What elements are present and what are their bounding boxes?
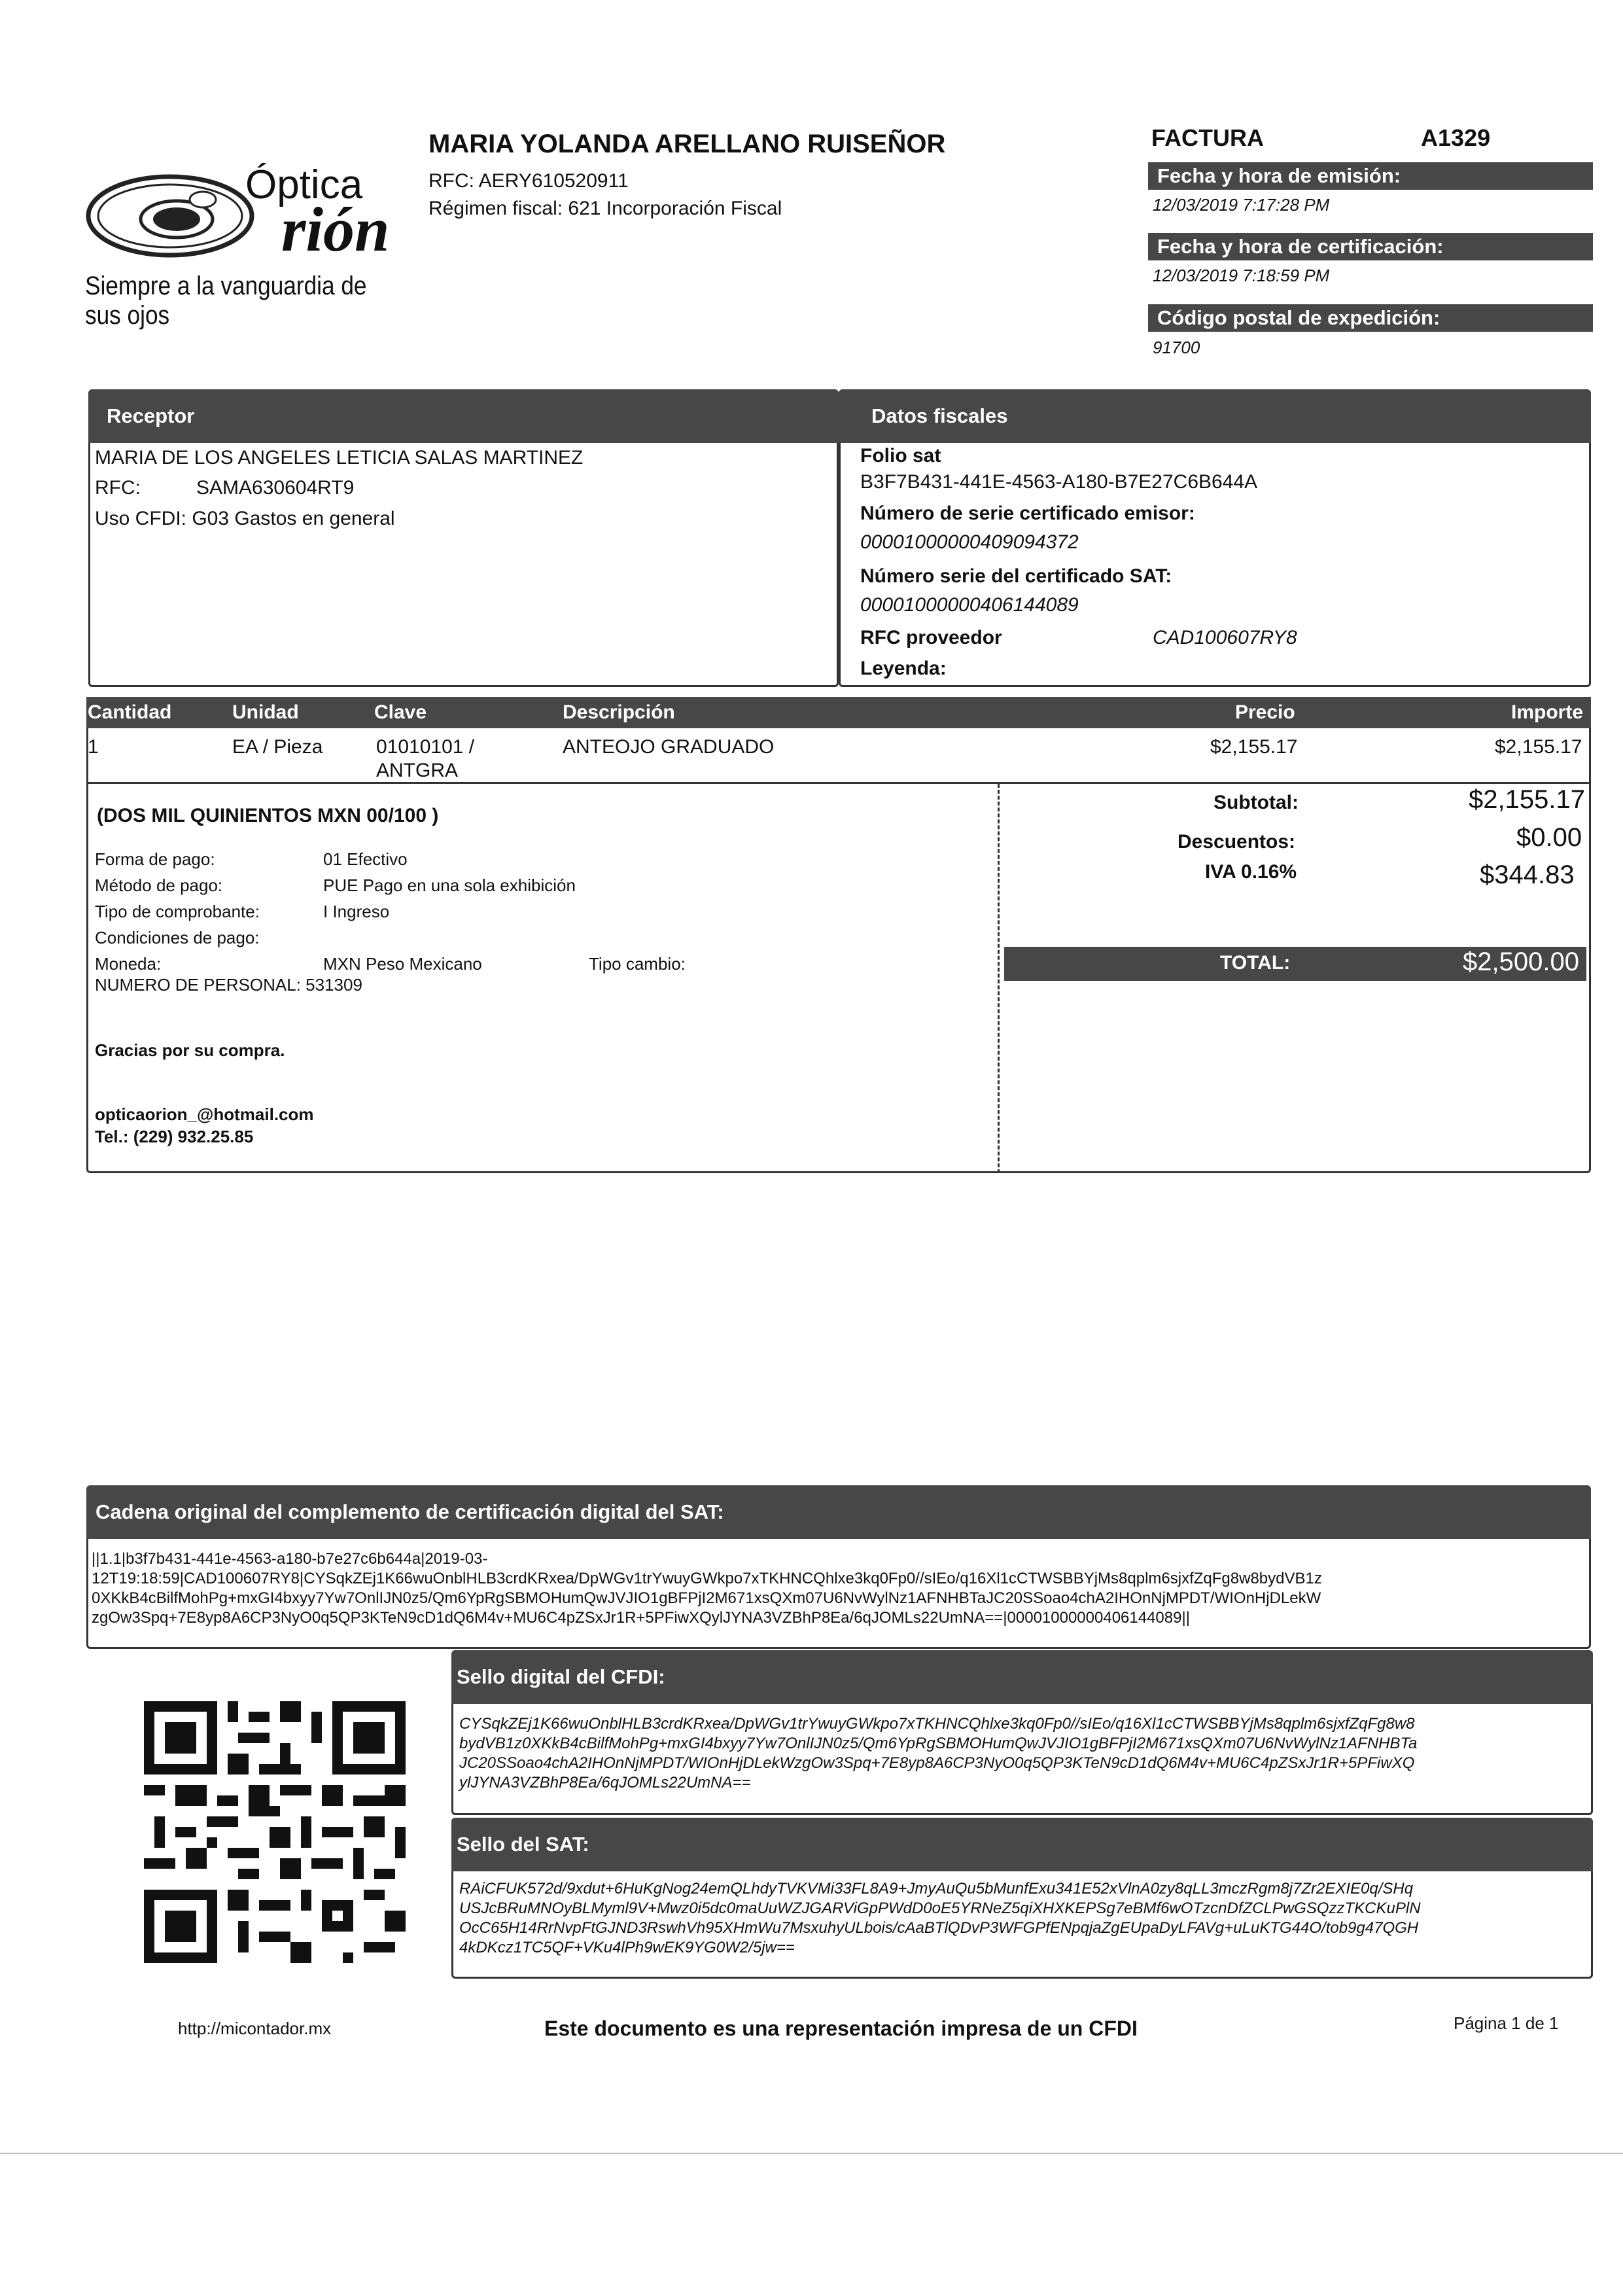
page-divider (0, 2153, 1623, 2154)
issuer-regimen: Régimen fiscal: 621 Incorporación Fiscal (428, 198, 782, 219)
total-value: $2,500.00 (1463, 947, 1579, 976)
brand-main: rión (281, 194, 390, 264)
metodo-pago-label: Método de pago: (95, 875, 223, 895)
col-cantidad: Cantidad (88, 701, 172, 723)
col-clave: Clave (374, 701, 427, 723)
sello-sat-line: OcC65H14RrNvpFtGJND3RswhVh95XHmWu7MsxuhyULbois/cAaBTlQDvP3WFGPfENpqjaZgEUpaDyLFAVg+uLuKTG44O/tob9g47QGH (459, 1919, 1419, 1937)
thanks-text: Gracias por su compra. (95, 1040, 285, 1060)
emission-value: 12/03/2019 7:17:28 PM (1153, 195, 1330, 215)
sello-sat-line: 4kDKcz1TC5QF+VKu4lPh9wEK9YG0W2/5jw== (459, 1939, 795, 1956)
tipo-comprobante-label: Tipo de comprobante: (95, 902, 260, 921)
descuentos-label: Descuentos: (1178, 831, 1296, 853)
cp-label: Código postal de expedición: (1148, 304, 1593, 332)
footer-url[interactable]: http://micontador.mx (178, 2019, 332, 2038)
rfc-proveedor-value: CAD100607RY8 (1153, 627, 1297, 648)
issuer-name: MARIA YOLANDA ARELLANO RUISEÑOR (428, 130, 946, 158)
folio-label: Folio sat (860, 445, 941, 467)
col-importe: Importe (1511, 701, 1584, 723)
sello-sat-line: USJcBRuMNOyBLMyml9V+Mwz0i5dc0maUuWZJGARViGpPWdD0oE5YRNeZ5qiXHXKEPSg7eBMf6wOTzcnDfZCLPwGSQzzTKCKuPlN (459, 1899, 1421, 1917)
sello-cfdi-line: ylJYNA3VZBhP8Ea/6qJOMLs22UmNA== (459, 1774, 751, 1792)
table-row-clave: 01010101 / (376, 736, 475, 758)
footer-legend: Este documento es una representación impresa de un CFDI (544, 2017, 1138, 2040)
forma-pago-label: Forma de pago: (95, 849, 215, 869)
issuer-rfc: RFC: AERY610520911 (428, 170, 629, 192)
numero-personal: NUMERO DE PERSONAL: 531309 (95, 975, 362, 995)
emission-label: Fecha y hora de emisión: (1148, 162, 1593, 190)
cadena-line: ||1.1|b3f7b431-441e-4563-a180-b7e27c6b644a|2019-03- (92, 1550, 488, 1568)
cadena-header: Cadena original del complemento de certificación digital del SAT: (86, 1485, 1591, 1539)
iva-value: $344.83 (1480, 860, 1575, 889)
summary-divider (998, 784, 1000, 1173)
cert-value: 12/03/2019 7:18:59 PM (1153, 266, 1330, 285)
receptor-rfc-label: RFC: (95, 477, 141, 499)
condiciones-label: Condiciones de pago: (95, 928, 260, 947)
fiscal-header: Datos fiscales (839, 389, 1591, 443)
table-row-precio: $2,155.17 (1210, 736, 1298, 758)
logo-tagline: Siempre a la vanguardia de sus ojos (85, 272, 367, 330)
tipo-comprobante-value: I Ingreso (323, 902, 390, 921)
cadena-line: 12T19:18:59|CAD100607RY8|CYSqkZEj1K66wuOnblHLB3crdKRxea/DpWGv1trYwuyGWkpo7xTKHNCQhlxe3kq0Fp0//sIEo/q16Xl1cCTWSBBYjMs8qplm6sjxfZqFg8w8bydVB1z (92, 1570, 1322, 1587)
cadena-text (92, 1549, 1583, 1628)
metodo-pago-value: PUE Pago en una sola exhibición (323, 875, 576, 895)
qr-code-icon (144, 1701, 406, 1963)
tipo-cambio-label: Tipo cambio: (589, 954, 686, 974)
cadena-line: zgOw3Spq+7E8yp8A6CP3NyO0q5QP3KTeN9cD1dQ6M4v+MU6C4pZSxJr1R+5PFiwXQylJYNA3VZBhP8Ea/6qJOMLs22UmNA==|00001000000406144089|| (92, 1609, 1190, 1627)
serie-emisor-value: 00001000000409094372 (860, 531, 1079, 553)
moneda-value: MXN Peso Mexicano (323, 954, 482, 974)
cert-label: Fecha y hora de certificación: (1148, 233, 1593, 260)
table-row-cantidad: 1 (88, 736, 99, 758)
sello-sat-text (459, 1879, 1584, 1958)
iva-label: IVA 0.16% (1205, 861, 1297, 883)
receptor-header: Receptor (88, 389, 839, 443)
table-row-descripcion: ANTEOJO GRADUADO (563, 736, 775, 758)
receptor-uso-cfdi: Uso CFDI: G03 Gastos en general (95, 508, 395, 529)
col-unidad: Unidad (232, 701, 299, 723)
subtotal-value: $2,155.17 (1469, 785, 1585, 814)
forma-pago-value: 01 Efectivo (323, 849, 408, 869)
moneda-label: Moneda: (95, 954, 162, 974)
serie-emisor-label: Número de serie certificado emisor: (860, 503, 1195, 524)
items-header-bar (86, 697, 1591, 728)
logo (85, 154, 425, 330)
serie-sat-label: Número serie del certificado SAT: (860, 565, 1172, 587)
cp-value: 91700 (1153, 338, 1200, 357)
descuentos-value: $0.00 (1516, 823, 1582, 852)
sello-sat-line: RAiCFUK572d/9xdut+6HuKgNog24emQLhdyTVKVMi33FL8A9+JmyAuQu5bMunfExu341E52xVlnA0zy8qLL3mczRgm8j7Zr2EXIE0q/SHq (459, 1880, 1414, 1898)
sello-cfdi-text (459, 1714, 1584, 1793)
qr-code (144, 1701, 406, 1963)
serie-sat-value: 00001000000406144089 (860, 594, 1079, 616)
rfc-proveedor-label: RFC proveedor (860, 627, 1002, 648)
subtotal-label: Subtotal: (1213, 792, 1299, 813)
amount-in-words: (DOS MIL QUINIENTOS MXN 00/100 ) (97, 805, 439, 826)
col-precio: Precio (1235, 701, 1295, 723)
folio-value: B3F7B431-441E-4563-A180-B7E27C6B644A (860, 471, 1258, 493)
leyenda-label: Leyenda: (860, 658, 947, 679)
brand-top: Óptica (245, 162, 363, 207)
invoice-number: A1329 (1421, 124, 1491, 151)
table-row-importe: $2,155.17 (1495, 736, 1582, 758)
sello-cfdi-line: bydVB1z0XKkB4cBilfMohPg+mxGI4bxyy7Yw7OnlIJN0z5/Qm6YpRgSBMOHumQwJVJIO1gBFPjI2M671xsQXm07U6NvWylNz1AFNHBTa (459, 1735, 1418, 1752)
sello-cfdi-header: Sello digital del CFDI: (451, 1650, 1593, 1704)
receptor-rfc-value: SAMA630604RT9 (196, 477, 355, 499)
invoice-type: FACTURA (1151, 124, 1264, 151)
table-row-unidad: EA / Pieza (232, 736, 323, 758)
sello-sat-header: Sello del SAT: (451, 1818, 1593, 1871)
cadena-line: 0XKkB4cBilfMohPg+mxGI4bxyy7Yw7OnlIJN0z5/Qm6YpRgSBMOHumQwJVJIO1gBFPjI2M671xsQXm07U6NvWylNz1AFNHBTaJC20SSoao4chA2IHOnNjMPDT/WIOnHjDLekW (92, 1589, 1321, 1607)
table-row-clave-2: ANTGRA (376, 760, 459, 781)
footer-page: Página 1 de 1 (1454, 2013, 1559, 2033)
sello-cfdi-line: JC20SSoao4chA2IHOnNjMPDT/WIOnHjDLekWzgOw3Spq+7E8yp8A6CP3NyO0q5QP3KTeN9cD1dQ6M4v+MU6C4pZSxJr1R+5PFiwXQ (459, 1754, 1415, 1772)
total-label: TOTAL: (1220, 952, 1291, 974)
col-descripcion: Descripción (563, 701, 675, 723)
contact-email: opticaorion_@hotmail.com (95, 1104, 314, 1124)
sello-cfdi-line: CYSqkZEj1K66wuOnblHLB3crdKRxea/DpWGv1trYwuyGWkpo7xTKHNCQhlxe3kq0Fp0//sIEo/q16Xl1cCTWSBBYjMs8qplm6sjxfZqFg8w8 (459, 1715, 1415, 1733)
contact-phone: Tel.: (229) 932.25.85 (95, 1127, 254, 1146)
receptor-name: MARIA DE LOS ANGELES LETICIA SALAS MARTINEZ (95, 447, 584, 468)
